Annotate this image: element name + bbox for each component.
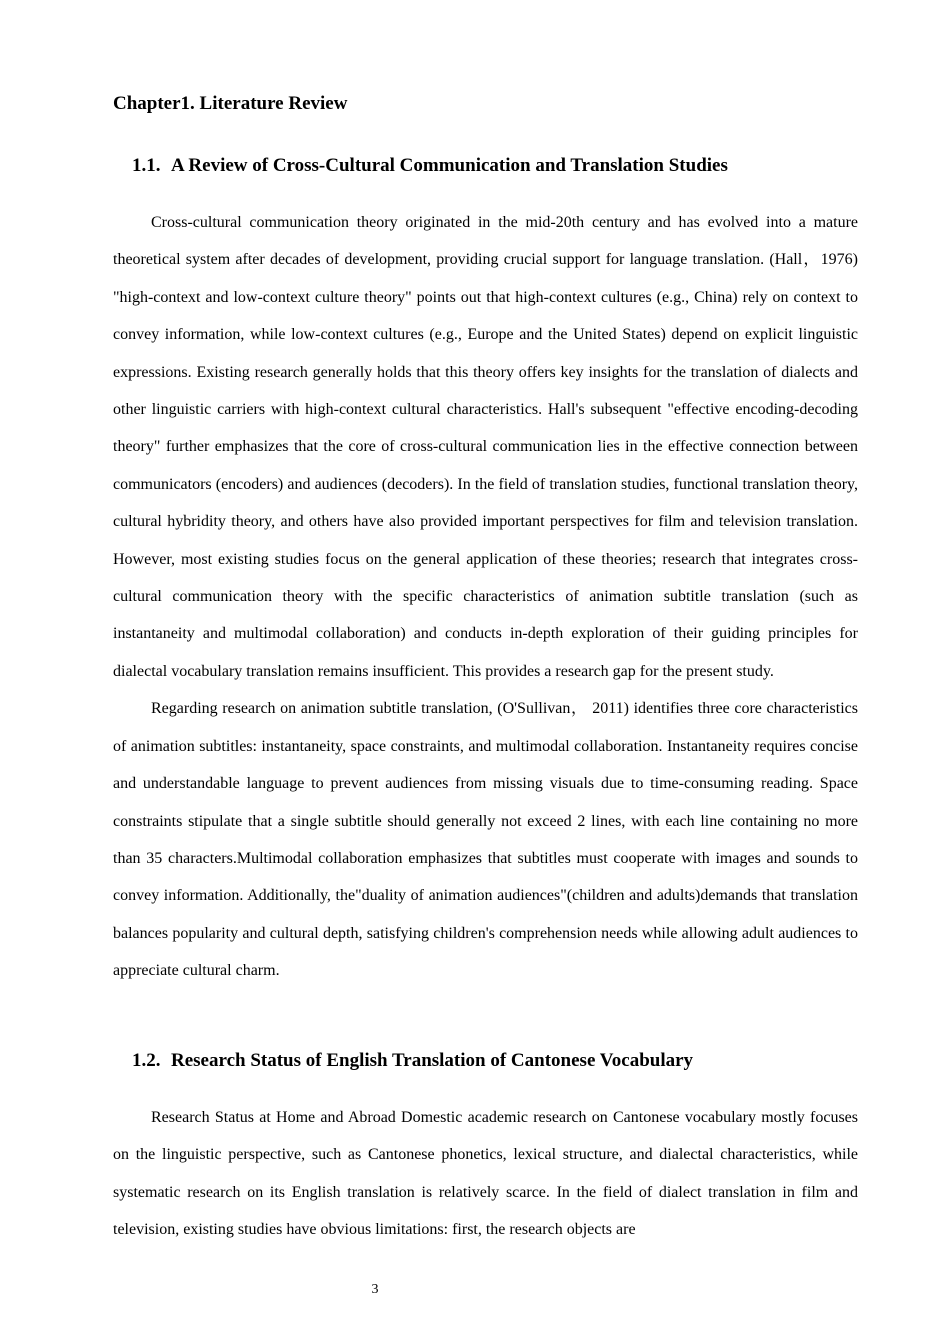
chapter-title: Chapter1. Literature Review — [113, 93, 348, 114]
paragraph: Regarding research on animation subtitle translation, (O'Sullivan， 2011) identifies three core characteristics of animation subtitles: instantaneity, space constraints, and multimodal collaboration. Instantaneity requires concise and understandable language to prevent audiences from missing visuals due to time-consuming reading. Space constraints stipulate that a single subtitle should generally not exceed 2 lines, with each line containing no more than 35 characters.Multimodal collaboration emphasizes that subtitles must cooperate with images and sounds to convey information. Additionally, the"duality of animation audiences"(children and adults)demands that translation balances popularity and cultural depth, satisfying children's comprehension needs while allowing adult audiences to appreciate cultural charm. — [113, 700, 858, 980]
section-number: 1.1. — [132, 155, 161, 176]
page-number: 3 — [371, 1282, 379, 1297]
section-heading-1-2 — [132, 1049, 693, 1073]
section-number: 1.2. — [132, 1050, 161, 1071]
section-heading-1-1 — [132, 154, 728, 178]
section-1-2-body — [113, 1099, 858, 1249]
paragraph: Research Status at Home and Abroad Domestic academic research on Cantonese vocabulary mostly focuses on the linguistic perspective, such as Cantonese phonetics, lexical structure, and dialectal characteristics, while systematic research on its English translation is relatively scarce. In the field of dialect translation in film and television, existing studies have obvious limitations: first, the research objects are — [113, 1109, 858, 1239]
section-1-1-body — [113, 204, 858, 990]
paragraph: Cross-cultural communication theory originated in the mid-20th century and has evolved into a mature theoretical system after decades of development, providing crucial support for language translation. (Hall，1976) "high-context and low-context culture theory" points out that high-context cultures (e.g., China) rely on context to convey information, while low-context cultures (e.g., Europe and the United States) depend on explicit linguistic expressions. Existing research generally holds that this theory offers key insights for the translation of dialects and other linguistic carriers with high-context cultural characteristics. Hall's subsequent "effective encoding-decoding theory" further emphasizes that the core of cross-cultural communication lies in the effective connection between communicators (encoders) and audiences (decoders). In the field of translation studies, functional translation theory, cultural hybridity theory, and others have also provided important perspectives for film and television translation. However, most existing studies focus on the general application of these theories; research that integrates cross-cultural communication theory with the specific characteristics of animation subtitle translation (such as instantaneity and multimodal collaboration) and conducts in-depth exploration of their guiding principles for dialectal vocabulary translation remains insufficient. This provides a research gap for the present study. — [113, 214, 858, 680]
section-title: Research Status of English Translation of Cantonese Vocabulary — [171, 1050, 694, 1071]
section-title: A Review of Cross-Cultural Communication and Translation Studies — [171, 155, 728, 176]
